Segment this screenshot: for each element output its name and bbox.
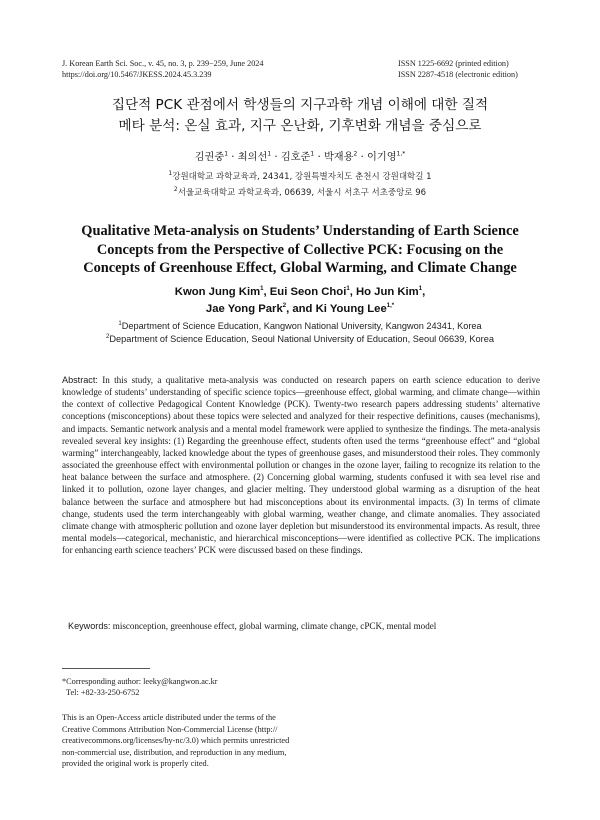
author-separator: , [422, 286, 426, 298]
affiliation-marker: 1 [224, 150, 229, 158]
author-separator: · [271, 152, 281, 163]
affiliation-marker: 1 [260, 286, 264, 293]
english-author-name: Jae Yong Park [205, 303, 283, 315]
korean-author-name: 최의선 [237, 152, 268, 163]
license-line: creativecommons.org/licenses/by-nc/3.0) which permits unrestricted [62, 736, 290, 746]
issn-info [398, 58, 518, 80]
affiliation-marker: 1 [346, 286, 350, 293]
author-separator: , [349, 286, 356, 298]
english-affiliations [40, 320, 560, 345]
author-separator: · [228, 152, 238, 163]
english-author-name: Ki Young Lee [315, 303, 387, 315]
journal-info: J. Korean Earth Sci. Soc., v. 45, no. 3, p. 239−259, June 2024 [62, 59, 264, 68]
license-note [62, 712, 289, 770]
korean-author-name: 박재용 [323, 152, 354, 163]
license-line: provided the original work is properly cited. [62, 759, 209, 769]
corresponding-tel: Tel: +82-33-250-6752 [66, 688, 140, 697]
affiliation-marker: 1 [310, 150, 315, 158]
affiliation-marker: 2 [173, 186, 178, 194]
korean-author-name: 김호준 [280, 152, 311, 163]
korean-author-name: 김권중 [194, 152, 225, 163]
issn-electronic: ISSN 2287-4518 (electronic edition) [398, 70, 518, 79]
abstract-text: In this study, a qualitative meta-analysis was conducted on research papers on earth science education to derive knowledge of students’ understanding of specific science topics—greenhouse effect, global warming, and climate change—within the context of collective Pedagogical Content Knowledge (PCK). Twenty-two research papers addressing students’ alternative conceptions (misconceptions) about these topics were selected and analyzed for their respective definitions, causes (mechanisms), and impacts. Semantic network analysis and a mental model framework were applied to synthesize the findings. The meta-analysis revealed several key insights: (1) Regarding the greenhouse effect, students often used the terms “greenhouse effect” and “global warming” interchangeably, lacked knowledge about the types of greenhouse gases, and misunderstood their roles. They commonly associated the greenhouse effect with environmental pollution or changes in the ozone layer, failing to recognize its relation to the heat balance between the surface and atmosphere. (2) Concerning global warming, students confused it with sea level rise and linked it to pollution, ozone layer changes, and glacier melting. They understood global warming as a disruption of the heat balance between the surface and atmosphere but had misconceptions about its environmental impacts. (3) In terms of climate change, students used the term interchangeably with global warming, weather change, and climate anomalies. They associated climate change with atmospheric pollution and ozone layer depletion but misunderstood its environmental impacts. As result, three mental models—categorical, mechanistic, and hierarchical misconceptions—were identified as collective PCK. The implications for enhancing earth science teachers’ PCK were discussed based on these findings. [62, 375, 540, 556]
english-author-name: Kwon Jung Kim [174, 286, 261, 298]
keywords-text: misconception, greenhouse effect, global warming, climate change, cPCK, mental model [112, 621, 437, 631]
affiliation-marker: 1,* [386, 303, 395, 310]
english-authors-line [40, 284, 560, 301]
abstract [62, 374, 540, 556]
author-separator: , and [286, 303, 316, 315]
keywords [68, 620, 546, 632]
doi-link[interactable]: https://doi.org/10.5467/JKESS.2024.45.3.239 [62, 70, 212, 79]
english-title-line: Concepts from the Perspective of Collective PCK: Focusing on the [96, 241, 504, 258]
license-line: non-commercial use, distribution, and reproduction in any medium, [62, 747, 287, 757]
korean-affiliation-2 [40, 185, 560, 201]
keywords-label: Keywords: [68, 621, 111, 631]
affiliation-marker: 2 [106, 333, 110, 340]
english-affiliation-text: Department of Science Education, Kangwon National University, Kangwon 24341, Korea [121, 321, 482, 331]
abstract-label: Abstract: [62, 375, 98, 385]
journal-citation [62, 58, 263, 80]
corresponding-email: *Corresponding author: leeky@kangwon.ac.kr [62, 677, 218, 686]
english-affiliation-2 [40, 333, 560, 346]
author-separator: · [314, 152, 324, 163]
affiliation-marker: 2 [353, 150, 358, 158]
affiliation-marker: 1,* [396, 150, 406, 158]
english-title-line: Qualitative Meta-analysis on Students’ Understanding of Earth Science [81, 223, 519, 239]
korean-affiliation-text: 서울교육대학교 과학교육과, 06639, 서울시 서초구 서초중앙로 96 [177, 188, 427, 198]
english-affiliation-1 [40, 320, 560, 333]
corresponding-author [62, 676, 218, 698]
license-line: Creative Commons Attribution Non-Commercial License (http:// [62, 724, 278, 734]
korean-affiliation-text: 강원대학교 과학교육과, 24341, 강원특별자치도 춘천시 강원대학길 1 [172, 172, 432, 182]
issn-print: ISSN 1225-6692 (printed edition) [398, 59, 509, 68]
english-author-name: Ho Jun Kim [355, 286, 419, 298]
english-authors-line [40, 301, 560, 318]
english-title-line: Concepts of Greenhouse Effect, Global Warming, and Climate Change [83, 260, 517, 276]
korean-author-name: 이기영 [367, 152, 397, 163]
english-authors [40, 284, 560, 318]
korean-title-line: 메타 분석: 온실 효과, 지구 온난화, 기후변화 개념을 중심으로 [118, 118, 482, 134]
english-author-name: Eui Seon Choi [269, 286, 347, 298]
author-separator: , [263, 286, 270, 298]
korean-authors [40, 148, 560, 163]
korean-affiliations [40, 169, 560, 201]
affiliation-marker: 1 [418, 286, 423, 293]
english-title [40, 222, 560, 278]
footnote-divider [62, 668, 150, 669]
korean-title-line: 집단적 PCK 관점에서 학생들의 지구과학 개념 이해에 대한 질적 [111, 97, 489, 113]
english-affiliation-text: Department of Science Education, Seoul National University of Education, Seoul 06639, Korea [109, 333, 494, 344]
author-separator: · [357, 152, 368, 163]
affiliation-marker: 2 [282, 303, 287, 310]
korean-affiliation-1 [40, 169, 560, 185]
affiliation-marker: 1 [267, 150, 272, 158]
license-line: This is an Open-Access article distributed under the terms of the [62, 713, 276, 722]
korean-title [40, 95, 560, 137]
affiliation-marker: 1 [168, 170, 173, 178]
affiliation-marker: 1 [118, 320, 122, 327]
